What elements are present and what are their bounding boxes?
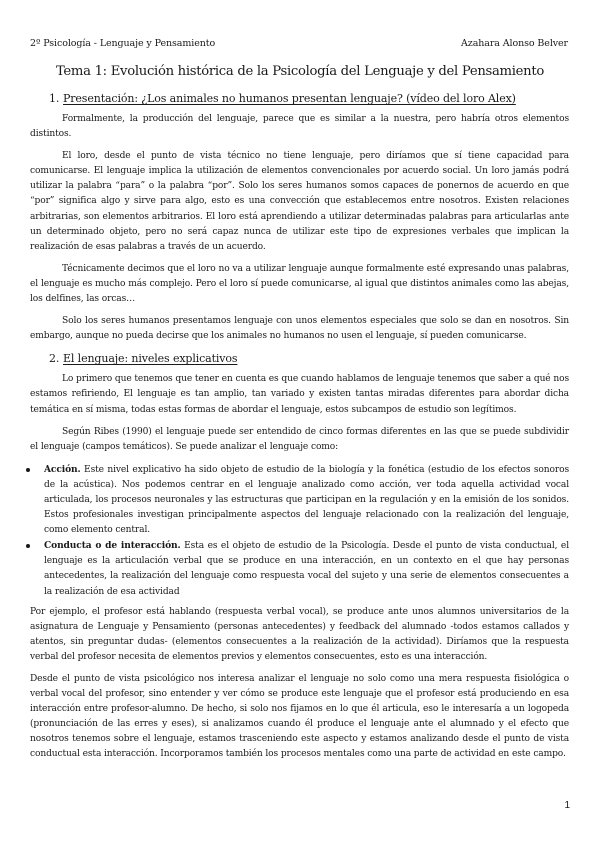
bullet-term: Conducta o de interacción. xyxy=(44,540,181,552)
bullet-item xyxy=(30,538,569,599)
header-author: Azahara Alonso Belver xyxy=(461,38,568,49)
paragraph: Según Ribes (1990) el lenguaje puede ser entendido de cinco formas diferentes en las que se puede subdividir el lenguaje (campos temáticos). Se puede analizar el lenguaje como: xyxy=(30,426,569,452)
section-2-heading xyxy=(30,351,569,366)
page-header xyxy=(30,38,568,49)
header-course: 2º Psicología - Lenguaje y Pensamiento xyxy=(30,38,216,49)
paragraph: Formalmente, la producción del lenguaje, parece que es similar a la nuestra, pero habría otros elementos distintos. xyxy=(30,114,569,140)
section-1-number: 1. xyxy=(49,92,60,105)
section-1-heading xyxy=(30,91,569,106)
bullet-term: Acción. xyxy=(44,463,81,475)
bullet-list xyxy=(30,462,569,600)
paragraph: Técnicamente decimos que el loro no va a utilizar lenguaje aunque formalmente esté expresando unas palabras, el lenguaje es mucho más complejo. Pero el loro sí puede comunicarse, al igual que distintos animales como las abejas, los delfines, las orcas… xyxy=(30,263,569,305)
bullet-dot-icon xyxy=(26,544,30,548)
bullet-text: Esta es el objeto de estudio de la Psicología. Desde el punto de vista conductual, el lenguaje es la articulación verbal que se produce en una interacción, en un contexto en el que hay personas antecedentes, la realización del lenguaje como respuesta vocal del sujeto y una serie de elementos consecuentes a la realización de esa actividad xyxy=(44,541,569,597)
paragraph: Desde el punto de vista psicológico nos interesa analizar el lenguaje no solo como una mera respuesta fisiológica o verbal vocal del profesor, sino entender y ver cómo se produce este lenguaje que el profesor está produciendo en esa interacción entre profesor-alumno. De hecho, si solo nos fijamos en lo que él articula, eso le interesaría a un logopeda (pronunciación de las erres y eses), si analizamos cuando él produce el lenguaje ante el alumnado y el efecto que nosotros tenemos sobre el lenguaje, estamos trasceniendo este aspecto y estamos analizando desde el punto de vista conductual esta interacción. Incorporamos también los procesos mentales como una parte de actividad en este campo. xyxy=(30,674,569,760)
paragraph: Lo primero que tenemos que tener en cuenta es que cuando hablamos de lenguaje tenemos que saber a qué nos estamos refiriendo, El lenguaje es tan amplio, tan variado y existen tantas miradas diferentes para abordar dicha temática en sí misma, todas estas formas de abordar el lenguaje, estos subcampos de estudio son legítimos. xyxy=(30,374,569,415)
bullet-dot-icon xyxy=(26,468,30,472)
section-2-number: 2. xyxy=(49,352,60,366)
paragraph: Solo los seres humanos presentamos lenguaje con unos elementos especiales que solo se dan en nosotros. Sin embargo, aunque no pueda decirse que los animales no humanos no usen el lenguaje, sí pueden comunicarse. xyxy=(30,316,569,342)
page-number: 1 xyxy=(564,800,570,811)
bullet-text: Este nivel explicativo ha sido objeto de estudio de la biología y la fonética (estudio de los efectos sonoros de la acústica). Nos podemos centrar en el lenguaje analizado como acción, ver toda aquella actividad vocal articulada, los procesos neuronales y las estructuras que participan en la regulación y en la emisión de los sonidos. Estos profesionales investigan principalmente aspectos del lenguaje relacionado con la realización del lenguaje, como elemento central. xyxy=(44,464,569,536)
paragraph: Por ejemplo, el profesor está hablando (respuesta verbal vocal), se produce ante unos alumnos universitarios de la asignatura de Lenguaje y Pensamiento (personas antecedentes) y feedback del alumnado -todos estamos callados y atentos, sin preguntar dudas- (elementos consecuentes a la realización de la actividad). Diríamos que la respuesta verbal del profesor necesita de elementos previos y elementos consecuentes, esto es una interacción. xyxy=(30,606,569,662)
section-1-title: Presentación: ¿Los animales no humanos presentan lenguaje? (vídeo del loro Alex) xyxy=(63,92,516,105)
section-2-title: El lenguaje: niveles explicativos xyxy=(63,352,238,366)
document-title: Tema 1: Evolución histórica de la Psicología del Lenguaje y del Pensamiento xyxy=(55,64,545,79)
bullet-item xyxy=(30,462,569,538)
document-body xyxy=(30,91,569,770)
paragraph: El loro, desde el punto de vista técnico no tiene lenguaje, pero diríamos que sí tiene capacidad para comunicarse. El lenguaje implica la utilización de elementos convencionales por acuerdo social. Un loro jamás podrá utilizar la palabra “para” o la palabra “por”. Solo los seres humanos somos capaces de ponernos de acuerdo en que “por” significa algo y sirve para algo, esto es una convección que establecemos entre nosotros. Existen relaciones arbitrarias, son elementos arbitrarios. El loro está aprendiendo a utilizar determinadas palabras para articularlas ante un determinado objeto, pero no será capaz nunca de utilizar este tipo de expresiones verbales que implican la realización de esas palabras a través de un acuerdo. xyxy=(30,151,569,252)
